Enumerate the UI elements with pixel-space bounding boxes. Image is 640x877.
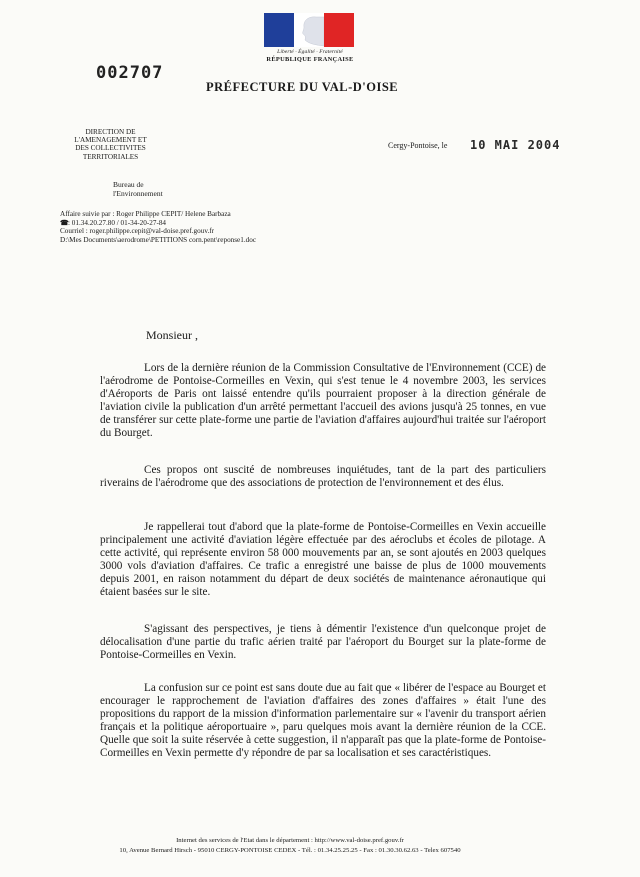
letter-paragraph: Lors de la dernière réunion de la Commission Consultative de l'Environnement (CCE) de l'aérodrome de Pontoise-Cormeilles en Vexin, qui s'est tenue le 4 novembre 2003, les services d'Aéroports de Paris ont laissé entendre qu'ils pourraient proposer à la direction générale de l'aviation civile la publication d'un arrêté permettant l'accueil des avions jusqu'à 25 tonnes, en vue de transférer sur cette plate-forme une partie de l'aviation d'affaires aujourd'hui traitée sur l'aéroport du Bourget. [100, 362, 546, 439]
footer [60, 836, 520, 856]
phone-line: ☎: 01.34.20.27.80 / 01-34-20-27-84 [60, 218, 167, 227]
bureau-block [113, 181, 163, 198]
marianne-logo [264, 13, 356, 63]
place-label: Cergy-Pontoise, le [388, 141, 448, 150]
direction-line: DIRECTION DE [85, 128, 136, 136]
telephone-icon: ☎ [60, 218, 69, 227]
contact-block [60, 210, 256, 244]
letter-paragraph: Je rappellerai tout d'abord que la plate-forme de Pontoise-Cormeilles en Vexin accueille principalement une activité d'aviation légère effectuée par des aéroclubs et écoles de pilotage. A cette activité, qui représente environ 58 000 mouvements par an, se sont ajoutés en 2003 quelques 3000 vols d'aviation d'affaires. Ce trafic a enregistré une baisse de plus de 1000 mouvements depuis 2001, en raison notamment du départ de deux sociétés de maintenance aéronautique qui étaient basées sur le site. [100, 521, 546, 598]
direction-line: L'AMENAGEMENT ET [74, 136, 147, 145]
phone-numbers: 01.34.20.27.80 / 01-34-20-27-84 [71, 218, 167, 227]
republic-name: RÉPUBLIQUE FRANÇAISE [266, 56, 354, 63]
file-path: D:\Mes Documents\aerodrome\PETITIONS corn.pent\reponse1.doc [60, 235, 257, 244]
bureau-line: Bureau de [113, 180, 144, 189]
letter-paragraph: La confusion sur ce point est sans doute due au fait que « libérer de l'espace au Bourget et encourager le rapprochement de l'aviation d'affaires des zones d'affaires » était l'une des propositions du rapport de la mission d'information parlementaire sur « l'avenir du transport aérien français et la politique aéroportuaire », paru quelques mois avant la dernière réunion de la CCE. Quelle que soit la suite réservée à cette suggestion, il n'apparaît pas que la plate-forme de Pontoise-Cormeilles en Vexin permette d'y répondre de par sa localisation et ses caractéristiques. [100, 682, 546, 759]
letter-paragraph: Ces propos ont suscité de nombreuses inquiétudes, tant de la part des particuliers riverains de l'aérodrome que des associations de protection de l'environnement et des élus. [100, 464, 546, 489]
salutation: Monsieur , [146, 328, 198, 342]
marianne-profile-icon [294, 13, 324, 47]
direction-line: TERRITORIALES [82, 152, 139, 161]
case-handler: Affaire suivie par : Roger Philippe CEPIT/ Helene Barbaza [60, 210, 231, 218]
letter-paragraph: S'agissant des perspectives, je tiens à démentir l'existence d'un quelconque projet de délocalisation d'une partie du trafic aérien traité par l'aéroport du Bourget sur la plate-forme de Pontoise-Cormeilles en Vexin. [100, 623, 546, 661]
bureau-line: l'Environnement [113, 188, 163, 198]
direction-block [58, 128, 163, 161]
republic-motto: Liberté · Égalité · Fraternité [277, 49, 343, 55]
prefecture-title: PRÉFECTURE DU VAL-D'OISE [206, 80, 399, 94]
footer-website: Internet des services de l'Etat dans le département : http://www.val-doise.pref.gouv.fr [176, 837, 404, 844]
direction-line: DES COLLECTIVITES [75, 144, 146, 153]
serial-number: 002707 [96, 63, 164, 83]
email-line: Courriel : roger.philippe.cepit@val-doise.pref.gouv.fr [60, 227, 215, 236]
date-stamp: 10 MAI 2004 [470, 138, 561, 152]
footer-address: 10, Avenue Bernard Hirsch - 95010 CERGY-PONTOISE CEDEX - Tél. : 01.34.25.25.25 - Fax : 01.30.30.62.63 - Telex 607540 [119, 847, 461, 854]
tricolor-flag-icon [264, 13, 354, 47]
